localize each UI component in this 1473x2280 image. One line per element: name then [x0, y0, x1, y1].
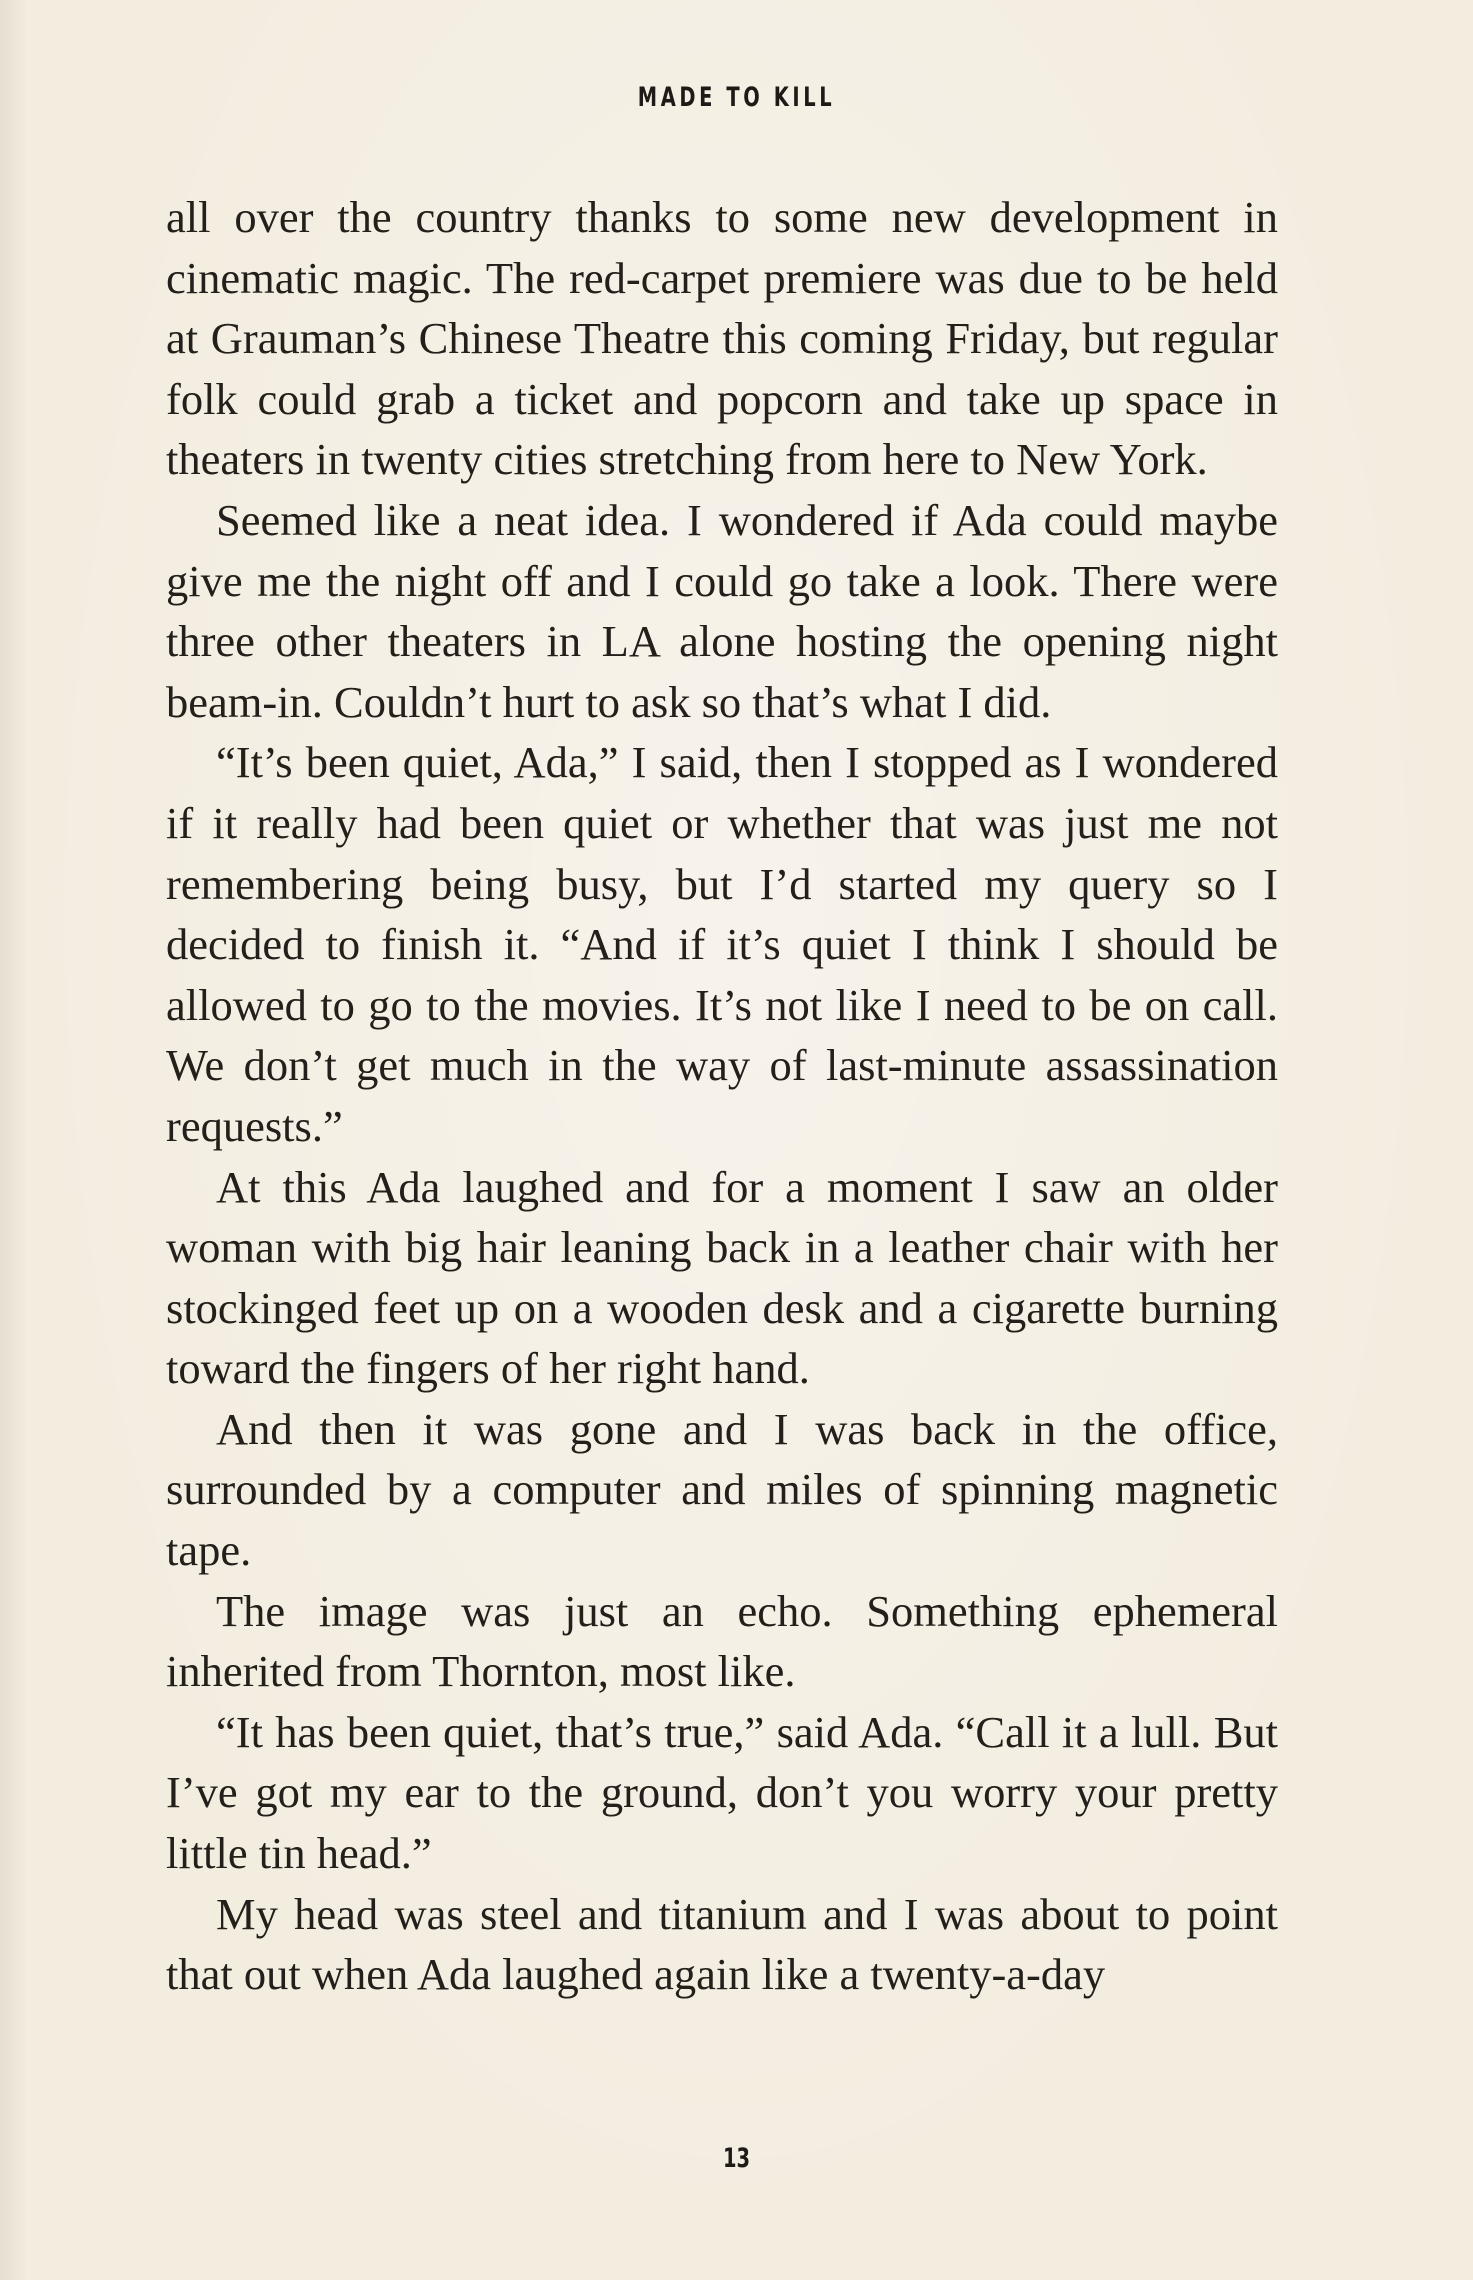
page-number: 13 [722, 2143, 751, 2174]
page-edge-shadow [0, 0, 28, 2280]
paragraph-2: Seemed like a neat idea. I wondered if Ada could maybe give me the night off and I could go take a look. There were three other theaters in LA alone hosting the opening night beam-in. Couldn’t hurt to ask so that’s what I did. [166, 494, 1278, 727]
body-text [166, 187, 1278, 2005]
paragraph-7: “It has been quiet, that’s true,” said Ada. “Call it a lull. But I’ve got my ear to the ground, don’t you worry your pretty little tin head.” [166, 1706, 1278, 1879]
paragraph-4: At this Ada laughed and for a moment I saw an older woman with big hair leaning back in a leather chair with her stockinged feet up on a wooden desk and a cigarette burning toward the fingers of her right hand. [166, 1161, 1278, 1394]
paragraph-3: “It’s been quiet, Ada,” I said, then I stopped as I wondered if it really had been quiet or whether that was just me not remembering being busy, but I’d started my query so I decided to finish it. “And if it’s quiet I think I should be allowed to go to the movies. It’s not like I need to be on call. We don’t get much in the way of last-minute assassination requests.” [166, 737, 1278, 1151]
paragraph-1: all over the country thanks to some new development in cinematic magic. The red-carpet premiere was due to be held at Grauman’s Chinese Theatre this coming Friday, but regular folk could grab a ticket and popcorn and take up space in theaters in twenty cities stretching from here to New York. [166, 192, 1278, 485]
paragraph-5: And then it was gone and I was back in the office, surrounded by a computer and miles of spinning magnetic tape. [166, 1403, 1278, 1576]
paragraph-8: My head was steel and titanium and I was about to point that out when Ada laughed again like a twenty-a-day [166, 1888, 1278, 2000]
paragraph-6: The image was just an echo. Something ephemeral inherited from Thornton, most like. [166, 1585, 1278, 1697]
running-head: MADE TO KILL [637, 82, 836, 113]
